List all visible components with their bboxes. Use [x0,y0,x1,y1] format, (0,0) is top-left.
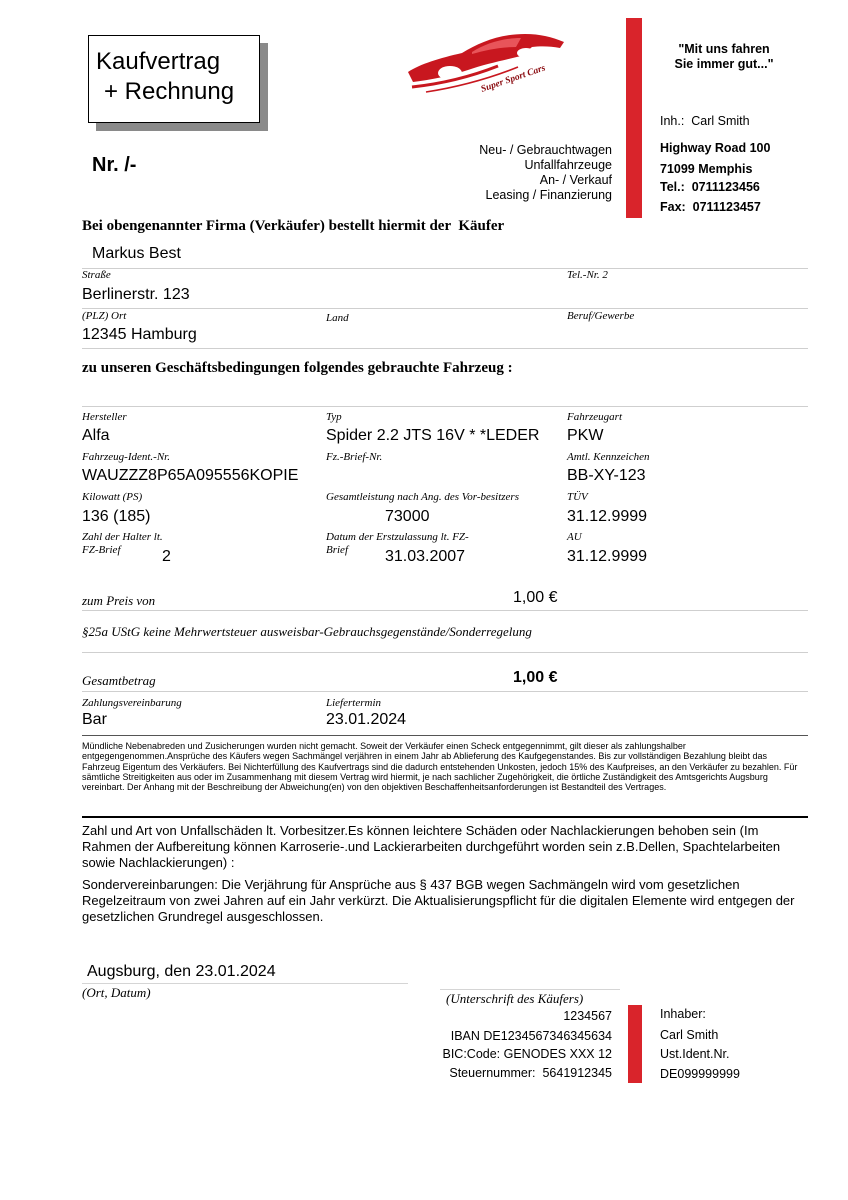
title-line-1: Kaufvertrag [96,48,221,75]
owner-label: Inhaber: [660,1007,706,1021]
license-plate: BB-XY-123 [567,467,646,484]
power-label: Kilowatt (PS) [82,491,143,503]
delivery-label: Liefertermin [326,697,381,709]
tax-note: §25a UStG keine Mehrwertsteuer ausweisbar-Gebrauchsgegenstände/Sonderregelung [82,624,532,639]
buyer-intro: Bei obengenannter Firma (Verkäufer) bestellt hiermit der Käufer [82,218,505,234]
category-label: Fahrzeugart [567,411,622,423]
vin-label: Fahrzeug-Ident.-Nr. [82,451,170,463]
seller-owner: Inh.: Carl Smith [660,114,750,128]
footer-accent-bar [628,1005,642,1083]
logo-text: Super Sport Cars [479,63,547,95]
au-date: 31.12.9999 [567,548,648,565]
price: 1,00 € [513,589,558,606]
delivery-date: 23.01.2024 [326,711,407,728]
registration-doc-label: Fz.-Brief-Nr. [326,451,383,463]
tax-number: Steuernummer: 5641912345 [449,1066,612,1080]
slogan-line-1: "Mit uns fahren [678,42,770,56]
owner-name: Carl Smith [660,1028,719,1042]
service-item: Unfallfahrzeuge [524,158,612,172]
vehicle-type: Spider 2.2 JTS 16V * *LEDER [326,427,540,444]
manufacturer: Alfa [82,427,110,444]
slogan-line-2: Sie immer gut..." [674,57,774,71]
super-sport-cars-logo [400,20,570,102]
header-accent-bar [626,18,642,218]
rule [82,610,808,611]
service-item: An- / Verkauf [539,173,612,187]
account-number: 1234567 [563,1009,612,1023]
phone2-label: Tel.-Nr. 2 [567,269,608,281]
logo-rear-wheel-arch [517,48,535,58]
rule [82,348,808,349]
mileage: 73000 [385,508,430,525]
damage-note: Zahl und Art von Unfallschäden lt. Vorbesitzer.Es können leichtere Schäden oder Nachlackierungen behoben sein (Im Rahmen der Aufbereitung können Karroserie-.und Lackierarbeiten durchgeführt worden sein z.B.Dellen, Spachtelarbeiten sowie Nachlackierungen) : [82,823,781,870]
job-label: Beruf/Gewerbe [567,310,635,322]
special-agreements: Sondervereinbarungen: Die Verjährung für Ansprüche aus § 437 BGB wegen Sachmängeln wird vom gesetzlichen Regelzeitraum von zwei Jahren auf ein Jahr verkürzt. Die Aktualisierungspflicht für die digitalen Elemente wird entgegen der gesetzlichen Grundregel ausgeschlossen. [82,877,795,924]
first-registration: 31.03.2007 [385,548,466,565]
vehicle-category: PKW [567,427,604,444]
buyer-city: 12345 Hamburg [82,326,197,343]
payment-method: Bar [82,711,107,728]
seller-fax: Fax: 0711123457 [660,200,761,214]
manufacturer-label: Hersteller [82,411,127,423]
type-label: Typ [326,411,342,423]
rule [82,691,808,692]
rule-thick [82,816,808,818]
first-registration-label: Datum der Erstzulassung lt. FZ- Brief [326,531,469,556]
power: 136 (185) [82,508,151,525]
seller-city: 71099 Memphis [660,162,753,176]
contract-number: Nr. /- [92,154,137,176]
rule [82,735,808,736]
owners-count: 2 [162,548,171,565]
title-line-2: + Rechnung [104,78,235,105]
seller-street: Highway Road 100 [660,141,771,155]
au-label: AU [567,531,582,543]
service-item: Leasing / Finanzierung [485,188,612,202]
tuev-date: 31.12.9999 [567,508,648,525]
plate-label: Amtl. Kennzeichen [567,451,650,463]
slogan [650,42,798,72]
services-list [479,143,612,203]
seller-phone: Tel.: 0711123456 [660,180,760,194]
service-item: Neu- / Gebrauchtwagen [479,143,612,157]
iban: IBAN DE1234567346345634 [450,1029,612,1043]
place-date: Augsburg, den 23.01.2024 [87,963,276,980]
owners-label: Zahl der Halter lt. FZ-Brief [82,531,163,556]
vat-label: Ust.Ident.Nr. [660,1047,730,1061]
signature-line [440,989,620,990]
buyer-signature-label: (Unterschrift des Käufers) [446,991,584,1006]
tuev-label: TÜV [567,491,588,503]
buyer-street: Berlinerstr. 123 [82,286,190,303]
street-label: Straße [82,269,111,281]
place-date-label: (Ort, Datum) [82,985,151,1000]
rule [82,652,808,653]
rule [82,268,808,269]
document-title-box [88,35,260,123]
payment-label: Zahlungsvereinbarung [82,697,182,709]
mileage-label: Gesamtleistung nach Ang. des Vor-besitzers [326,491,519,503]
buyer-name: Markus Best [92,245,181,262]
country-label: Land [326,312,349,324]
rule [82,406,808,407]
signature-line [82,983,408,984]
vat-id: DE099999999 [660,1067,740,1081]
total-amount: 1,00 € [513,669,558,686]
rule [82,308,808,309]
terms-text: Mündliche Nebenabreden und Zusicherungen wurden nicht gemacht. Soweit der Verkäufer einen Scheck entgegennimmt, gilt dieser als zahlungshalber entgegengenommen.Ansprüche des Käufers wegen Sachmängel verjähren in einem Jahr ab Ablieferung des Kaufgegenstandes. Bis zur vollständigen Bezahlung bleibt das Fahrzeug Eigentum des Verkäufers. Bei Nichterfüllung des Kaufvertrags sind die dadurch entstehenden Unkosten, jedoch 15% des Kaufpreises, an den Verkäufer zu bezahlen. Für sämtliche Streitigkeiten aus oder im Zusammenhang mit diesem Vertrag wird hiermit, je nach sachlicher Zugehörigkeit, die örtliche Zuständigkeit des Amtsgerichts Augsburg vereinbart. Der Anhang mit der Beschreibung der Abweichung(en) von den objektiven Beschaffenheitsanforderungen ist Bestandteil des Vertrages. [82,741,798,793]
vin: WAUZZZ8P65A095556KOPIE [82,467,299,484]
city-label: (PLZ) Ort [82,310,127,322]
vehicle-intro: zu unseren Geschäftsbedingungen folgendes gebrauchte Fahrzeug : [82,360,513,376]
price-label: zum Preis von [82,593,156,608]
bic: BIC:Code: GENODES XXX 12 [442,1047,612,1061]
total-label: Gesamtbetrag [82,673,156,688]
